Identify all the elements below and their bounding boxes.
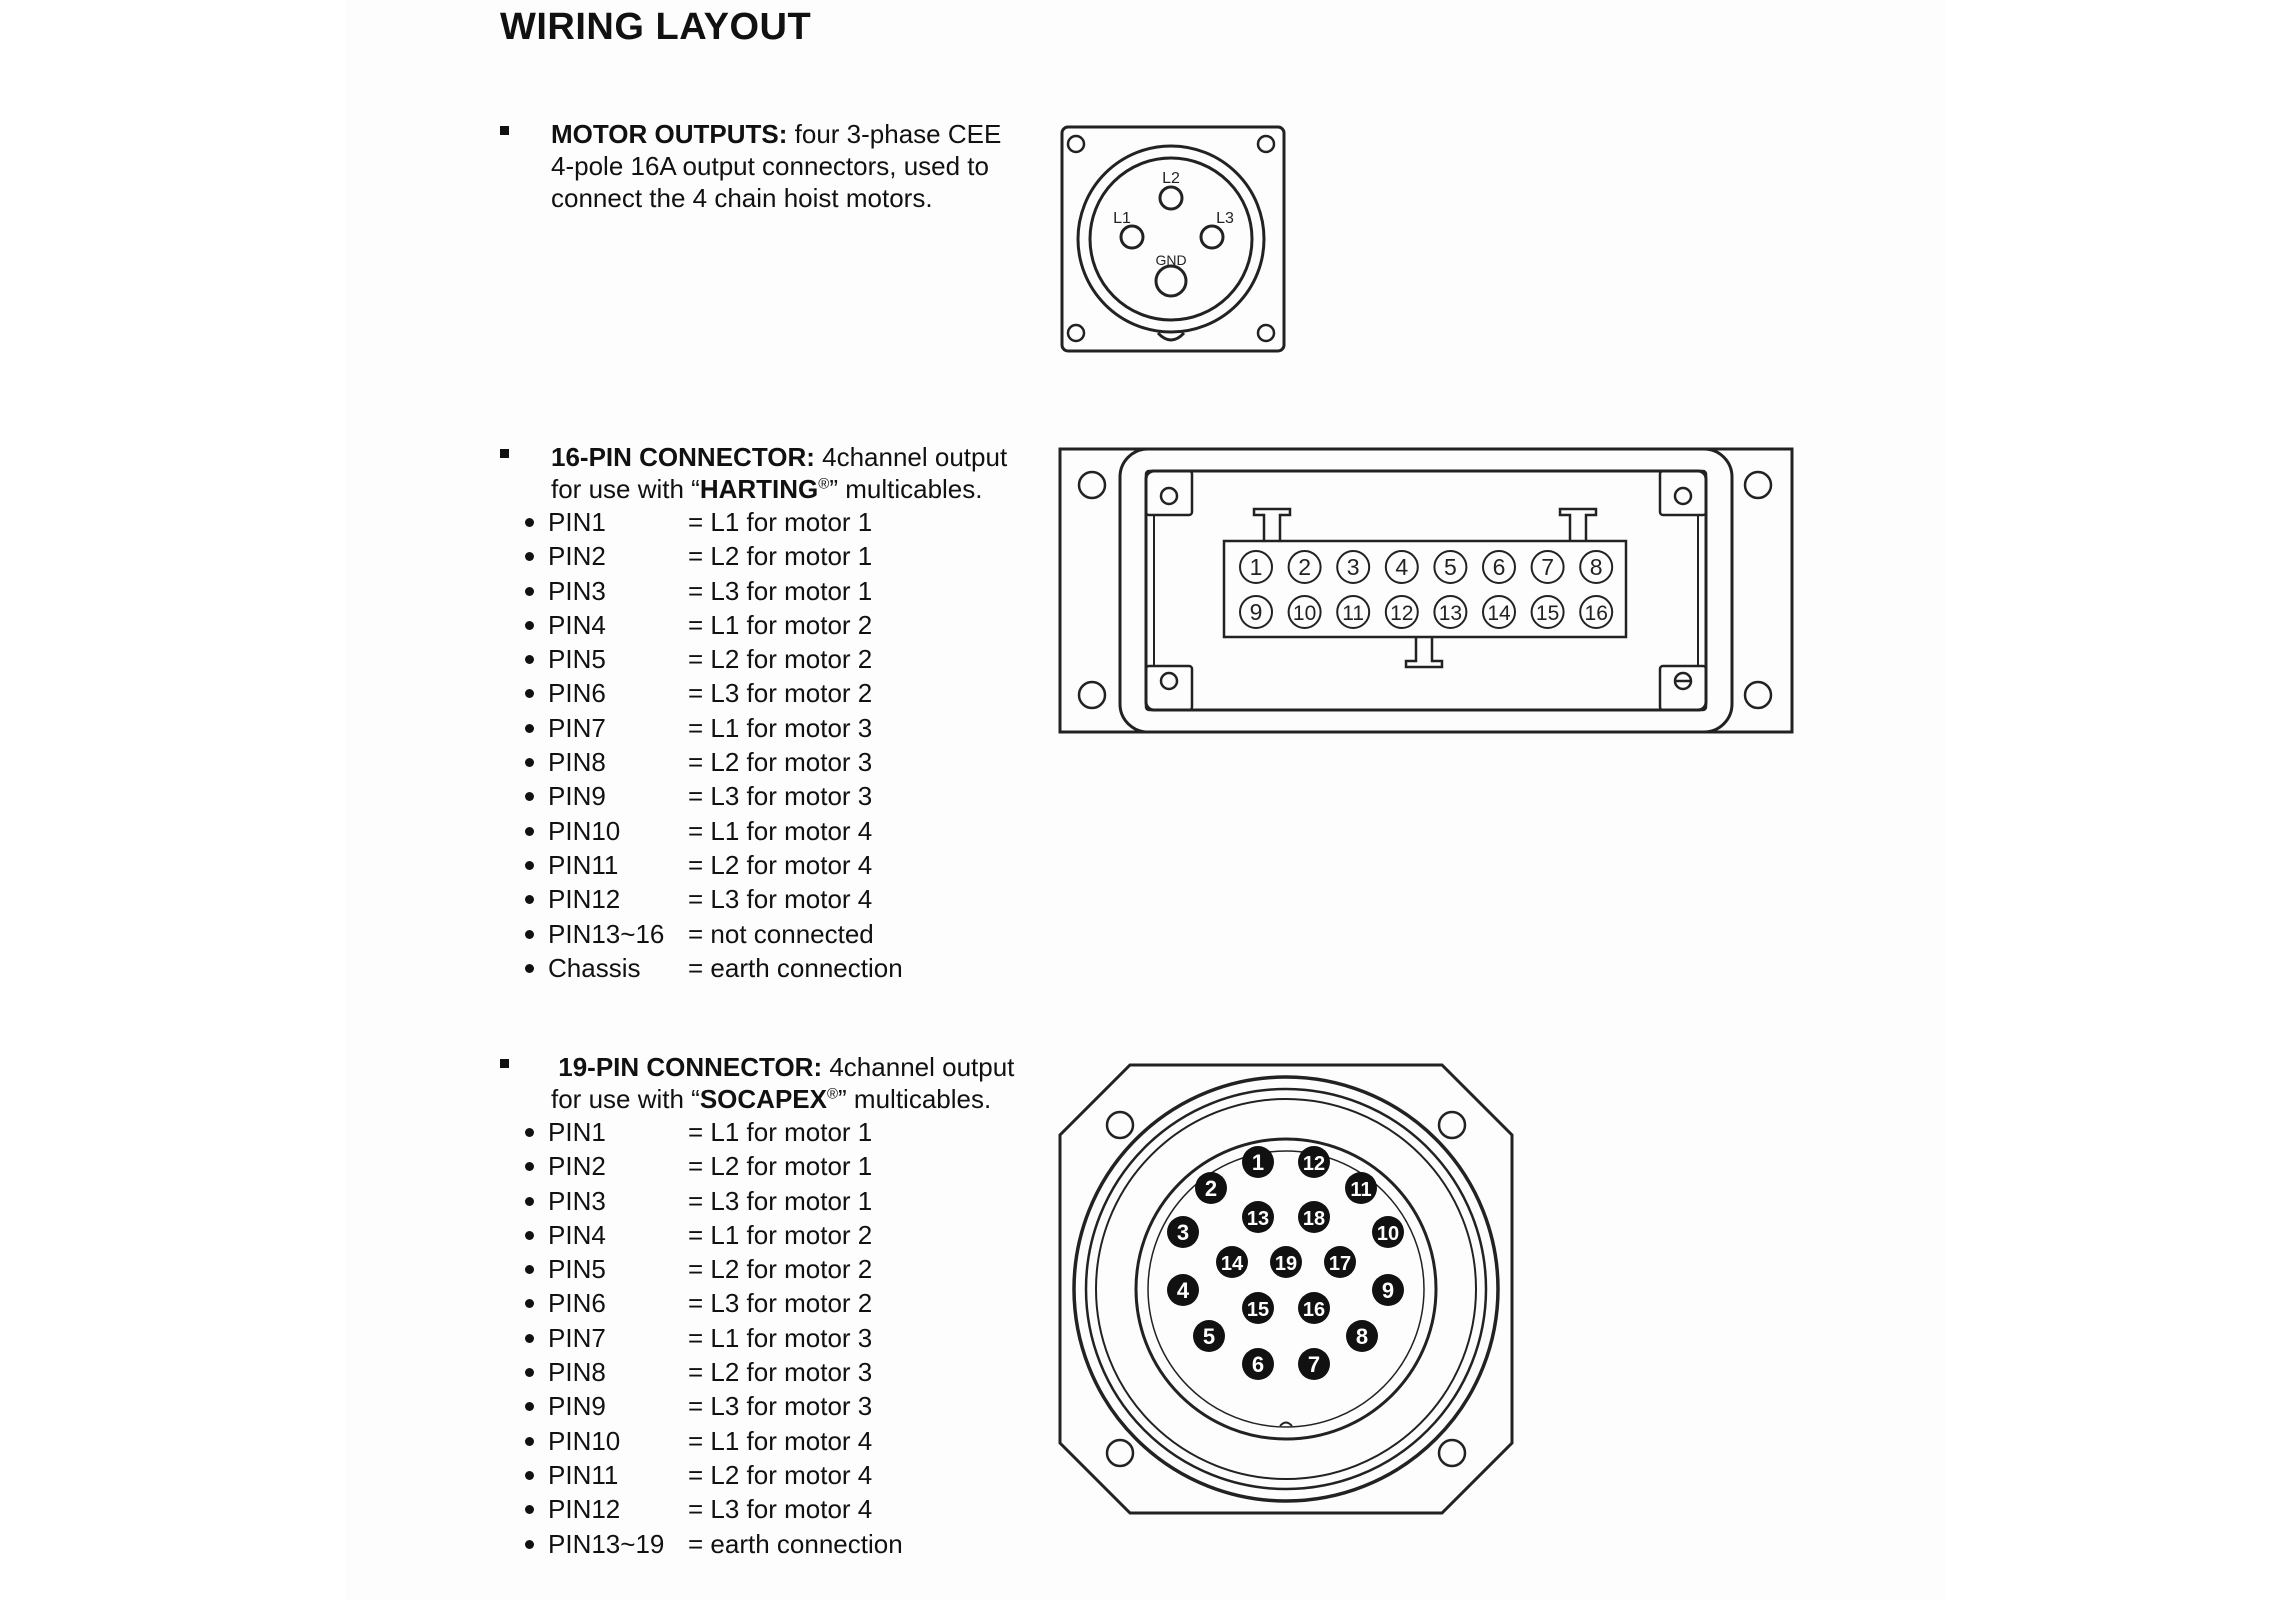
pin-description: = L3 for motor 3	[688, 781, 873, 812]
pin-description: = L1 for motor 2	[688, 1219, 873, 1250]
pin16-desc-start: 4channel output for use with “	[551, 442, 1008, 504]
pin-description: = L1 for motor 1	[688, 1117, 873, 1147]
pin-number: 7	[1307, 1352, 1321, 1377]
pin-description: = L3 for motor 4	[688, 884, 873, 915]
square-bullet-icon	[500, 449, 509, 458]
pin-number: 15	[1535, 602, 1560, 625]
pin-description: = L2 for motor 1	[688, 1151, 873, 1182]
pin-list-item	[548, 711, 1020, 745]
pin-description: = L1 for motor 3	[688, 1322, 873, 1353]
fig-label-l1: L1	[1113, 210, 1131, 227]
bullet-dot-icon	[525, 1471, 534, 1480]
pin-name: Chassis	[548, 952, 641, 983]
pin-description: = L3 for motor 2	[688, 1288, 873, 1319]
pin-list-item	[548, 1492, 1020, 1526]
bullet-dot-icon	[525, 1368, 534, 1377]
pin-name: PIN7	[548, 1322, 606, 1353]
bullet-dot-icon	[525, 1334, 534, 1343]
socapex-connector-diagram	[1058, 1063, 1514, 1515]
motor-outputs-description: four 3-phase CEE 4-pole 16A output connectors, used to connect the 4 chain hoist motors.	[551, 119, 1002, 213]
pin-description: = L3 for motor 1	[688, 575, 873, 606]
square-bullet-icon	[500, 126, 509, 135]
registered-mark: ®	[818, 475, 830, 493]
pin-name: PIN7	[548, 712, 606, 743]
pin-description: = not connected	[688, 918, 874, 949]
pin-list-item	[548, 951, 1020, 985]
pin-description: = L2 for motor 4	[688, 1459, 873, 1490]
pin-name: PIN8	[548, 747, 606, 778]
pin-number: 7	[1541, 554, 1554, 580]
pin-name: PIN5	[548, 644, 606, 675]
pin16-section	[500, 441, 1020, 985]
pin-number: 19	[1274, 1253, 1298, 1275]
pin-name: PIN3	[548, 1185, 606, 1216]
pin-number: 6	[1492, 554, 1506, 580]
pin-list-item	[548, 1252, 1020, 1286]
pin-description: = earth connection	[688, 1528, 903, 1559]
pin19-desc-end: ” multicables.	[838, 1084, 992, 1114]
pin-name: PIN13~19	[548, 1528, 665, 1559]
pin-number: 4	[1395, 554, 1409, 580]
square-bullet-icon	[500, 1059, 509, 1068]
pin-name: PIN2	[548, 1151, 606, 1182]
pin-number: 17	[1328, 1253, 1352, 1275]
pin-list-item	[548, 1218, 1020, 1252]
pin-list-item	[548, 848, 1020, 882]
harting-connector-diagram	[1058, 447, 1794, 734]
pin16-text	[551, 441, 1020, 505]
pin-list-item	[548, 1149, 1020, 1183]
pin-number: 5	[1202, 1324, 1216, 1349]
bullet-dot-icon	[525, 1402, 534, 1411]
pin-number: 2	[1204, 1176, 1218, 1201]
pin-number: 2	[1298, 554, 1311, 580]
pin-number: 14	[1220, 1253, 1244, 1275]
pin-list-item	[548, 608, 1020, 642]
pin-description: = L2 for motor 4	[688, 849, 873, 880]
pin-number: 6	[1251, 1352, 1265, 1377]
pin-number: 9	[1381, 1278, 1395, 1303]
pin16-list	[500, 505, 1020, 985]
pin-number: 8	[1355, 1324, 1369, 1349]
pin19-heading: 19-PIN CONNECTOR:	[558, 1052, 823, 1082]
pin-list-item	[548, 1184, 1020, 1218]
bullet-dot-icon	[525, 792, 534, 801]
pin-name: PIN3	[548, 575, 606, 606]
pin-list-item	[548, 642, 1020, 676]
pin-name: PIN1	[548, 1117, 606, 1147]
bullet-dot-icon	[525, 1265, 534, 1274]
pin-description: = L2 for motor 2	[688, 644, 873, 675]
pin-name: PIN5	[548, 1254, 606, 1285]
pin-description: = L2 for motor 1	[688, 541, 873, 572]
bullet-dot-icon	[525, 1437, 534, 1446]
pin-name: PIN1	[548, 507, 606, 537]
pin-name: PIN9	[548, 781, 606, 812]
pin-description: = L1 for motor 2	[688, 609, 873, 640]
fig-label-l2: L2	[1162, 170, 1180, 187]
bullet-dot-icon	[525, 724, 534, 733]
bullet-dot-icon	[525, 1162, 534, 1171]
pin-name: PIN11	[548, 1459, 619, 1490]
bullet-dot-icon	[525, 1128, 534, 1137]
pin-list-item	[548, 814, 1020, 848]
pin-list-item	[548, 1424, 1020, 1458]
pin19-text	[551, 1051, 1020, 1115]
bullet-dot-icon	[525, 861, 534, 870]
motor-outputs-heading: MOTOR OUTPUTS:	[551, 119, 788, 149]
pin-number: 10	[1292, 602, 1317, 625]
pin-list-item	[548, 539, 1020, 573]
bullet-dot-icon	[525, 964, 534, 973]
pin-list-item	[548, 676, 1020, 710]
pin-name: PIN4	[548, 609, 606, 640]
pin-name: PIN12	[548, 884, 621, 915]
pin-description: = L1 for motor 4	[688, 815, 873, 846]
pin-list-item	[548, 745, 1020, 779]
bullet-dot-icon	[525, 587, 534, 596]
pin-list-item	[548, 574, 1020, 608]
pin-number: 14	[1487, 602, 1511, 625]
pin-number: 1	[1249, 554, 1263, 580]
pin-name: PIN13~16	[548, 918, 665, 949]
pin-number: 10	[1376, 1223, 1400, 1245]
pin-name: PIN11	[548, 849, 619, 880]
pin19-section	[500, 1051, 1020, 1561]
bullet-dot-icon	[525, 827, 534, 836]
pin-number: 9	[1249, 599, 1263, 625]
pin-list-item	[548, 1286, 1020, 1320]
motor-outputs-section	[500, 118, 1020, 214]
pin-name: PIN6	[548, 678, 606, 709]
pin-name: PIN10	[548, 1425, 621, 1456]
bullet-dot-icon	[525, 758, 534, 767]
pin-number: 11	[1350, 1179, 1372, 1201]
pin-list-item	[548, 1115, 1020, 1149]
page-title: WIRING LAYOUT	[500, 6, 812, 48]
pin-description: = L3 for motor 4	[688, 1494, 873, 1525]
bullet-dot-icon	[525, 1299, 534, 1308]
pin-list-item	[548, 917, 1020, 951]
pin-number: 13	[1246, 1208, 1270, 1230]
pin-number: 3	[1176, 1220, 1190, 1245]
bullet-dot-icon	[525, 895, 534, 904]
bullet-dot-icon	[525, 552, 534, 561]
pin-name: PIN8	[548, 1357, 606, 1388]
pin-number: 16	[1584, 602, 1608, 625]
pin16-brand: HARTING	[699, 474, 819, 504]
bullet-dot-icon	[525, 655, 534, 664]
pin-number: 12	[1390, 602, 1414, 625]
pin-description: = L3 for motor 2	[688, 678, 873, 709]
pin-list-item	[548, 882, 1020, 916]
pin-list-item	[548, 1321, 1020, 1355]
pin-description: = L1 for motor 1	[688, 507, 873, 537]
pin-number: 5	[1444, 554, 1457, 580]
pin19-list	[500, 1115, 1020, 1561]
pin-description: = L1 for motor 4	[688, 1425, 873, 1456]
cee-connector-diagram	[1060, 125, 1286, 353]
pin-number: 13	[1438, 602, 1463, 625]
bullet-dot-icon	[525, 621, 534, 630]
motor-outputs-text	[551, 118, 1020, 214]
bullet-dot-icon	[525, 1540, 534, 1549]
pin-number: 3	[1346, 554, 1360, 580]
pin-description: = L1 for motor 3	[688, 712, 873, 743]
bullet-dot-icon	[525, 1505, 534, 1514]
pin-number: 15	[1246, 1299, 1270, 1321]
bullet-dot-icon	[525, 1231, 534, 1240]
pin-name: PIN6	[548, 1288, 606, 1319]
pin-description: = earth connection	[688, 952, 903, 983]
pin-number: 12	[1302, 1153, 1326, 1175]
pin-list-item	[548, 1458, 1020, 1492]
pin16-desc-end: ” multicables.	[829, 474, 983, 504]
bullet-dot-icon	[525, 689, 534, 698]
pin-name: PIN2	[548, 541, 606, 572]
pin-number: 18	[1302, 1208, 1326, 1230]
pin-number: 16	[1302, 1299, 1326, 1321]
pin-list-item	[548, 1389, 1020, 1423]
bullet-dot-icon	[525, 930, 534, 939]
pin-list-item	[548, 1527, 1020, 1561]
pin-number: 4	[1176, 1278, 1190, 1303]
pin-description: = L2 for motor 3	[688, 1357, 873, 1388]
pin19-desc-start: 4channel output for use with “	[551, 1052, 1015, 1114]
pin16-heading: 16-PIN CONNECTOR:	[551, 442, 815, 472]
fig-label-l3: L3	[1216, 210, 1234, 227]
pin-name: PIN12	[548, 1494, 621, 1525]
pin-list-item	[548, 779, 1020, 813]
pin19-brand: SOCAPEX	[699, 1084, 827, 1114]
pin-number: 8	[1589, 554, 1603, 580]
pin-name: PIN9	[548, 1391, 606, 1422]
pin-name: PIN10	[548, 815, 621, 846]
pin-description: = L3 for motor 3	[688, 1391, 873, 1422]
pin-list-item	[548, 505, 1020, 539]
pin-number: 11	[1342, 602, 1365, 625]
bullet-dot-icon	[525, 518, 534, 527]
bullet-dot-icon	[525, 1197, 534, 1206]
fig-label-gnd: GND	[1155, 252, 1187, 268]
registered-mark: ®	[826, 1085, 839, 1103]
pin-name: PIN4	[548, 1219, 606, 1250]
pin-list-item	[548, 1355, 1020, 1389]
pin-description: = L3 for motor 1	[688, 1185, 873, 1216]
pin-number: 1	[1251, 1150, 1265, 1175]
pin-description: = L2 for motor 3	[688, 747, 873, 778]
pin-description: = L2 for motor 2	[688, 1254, 873, 1285]
